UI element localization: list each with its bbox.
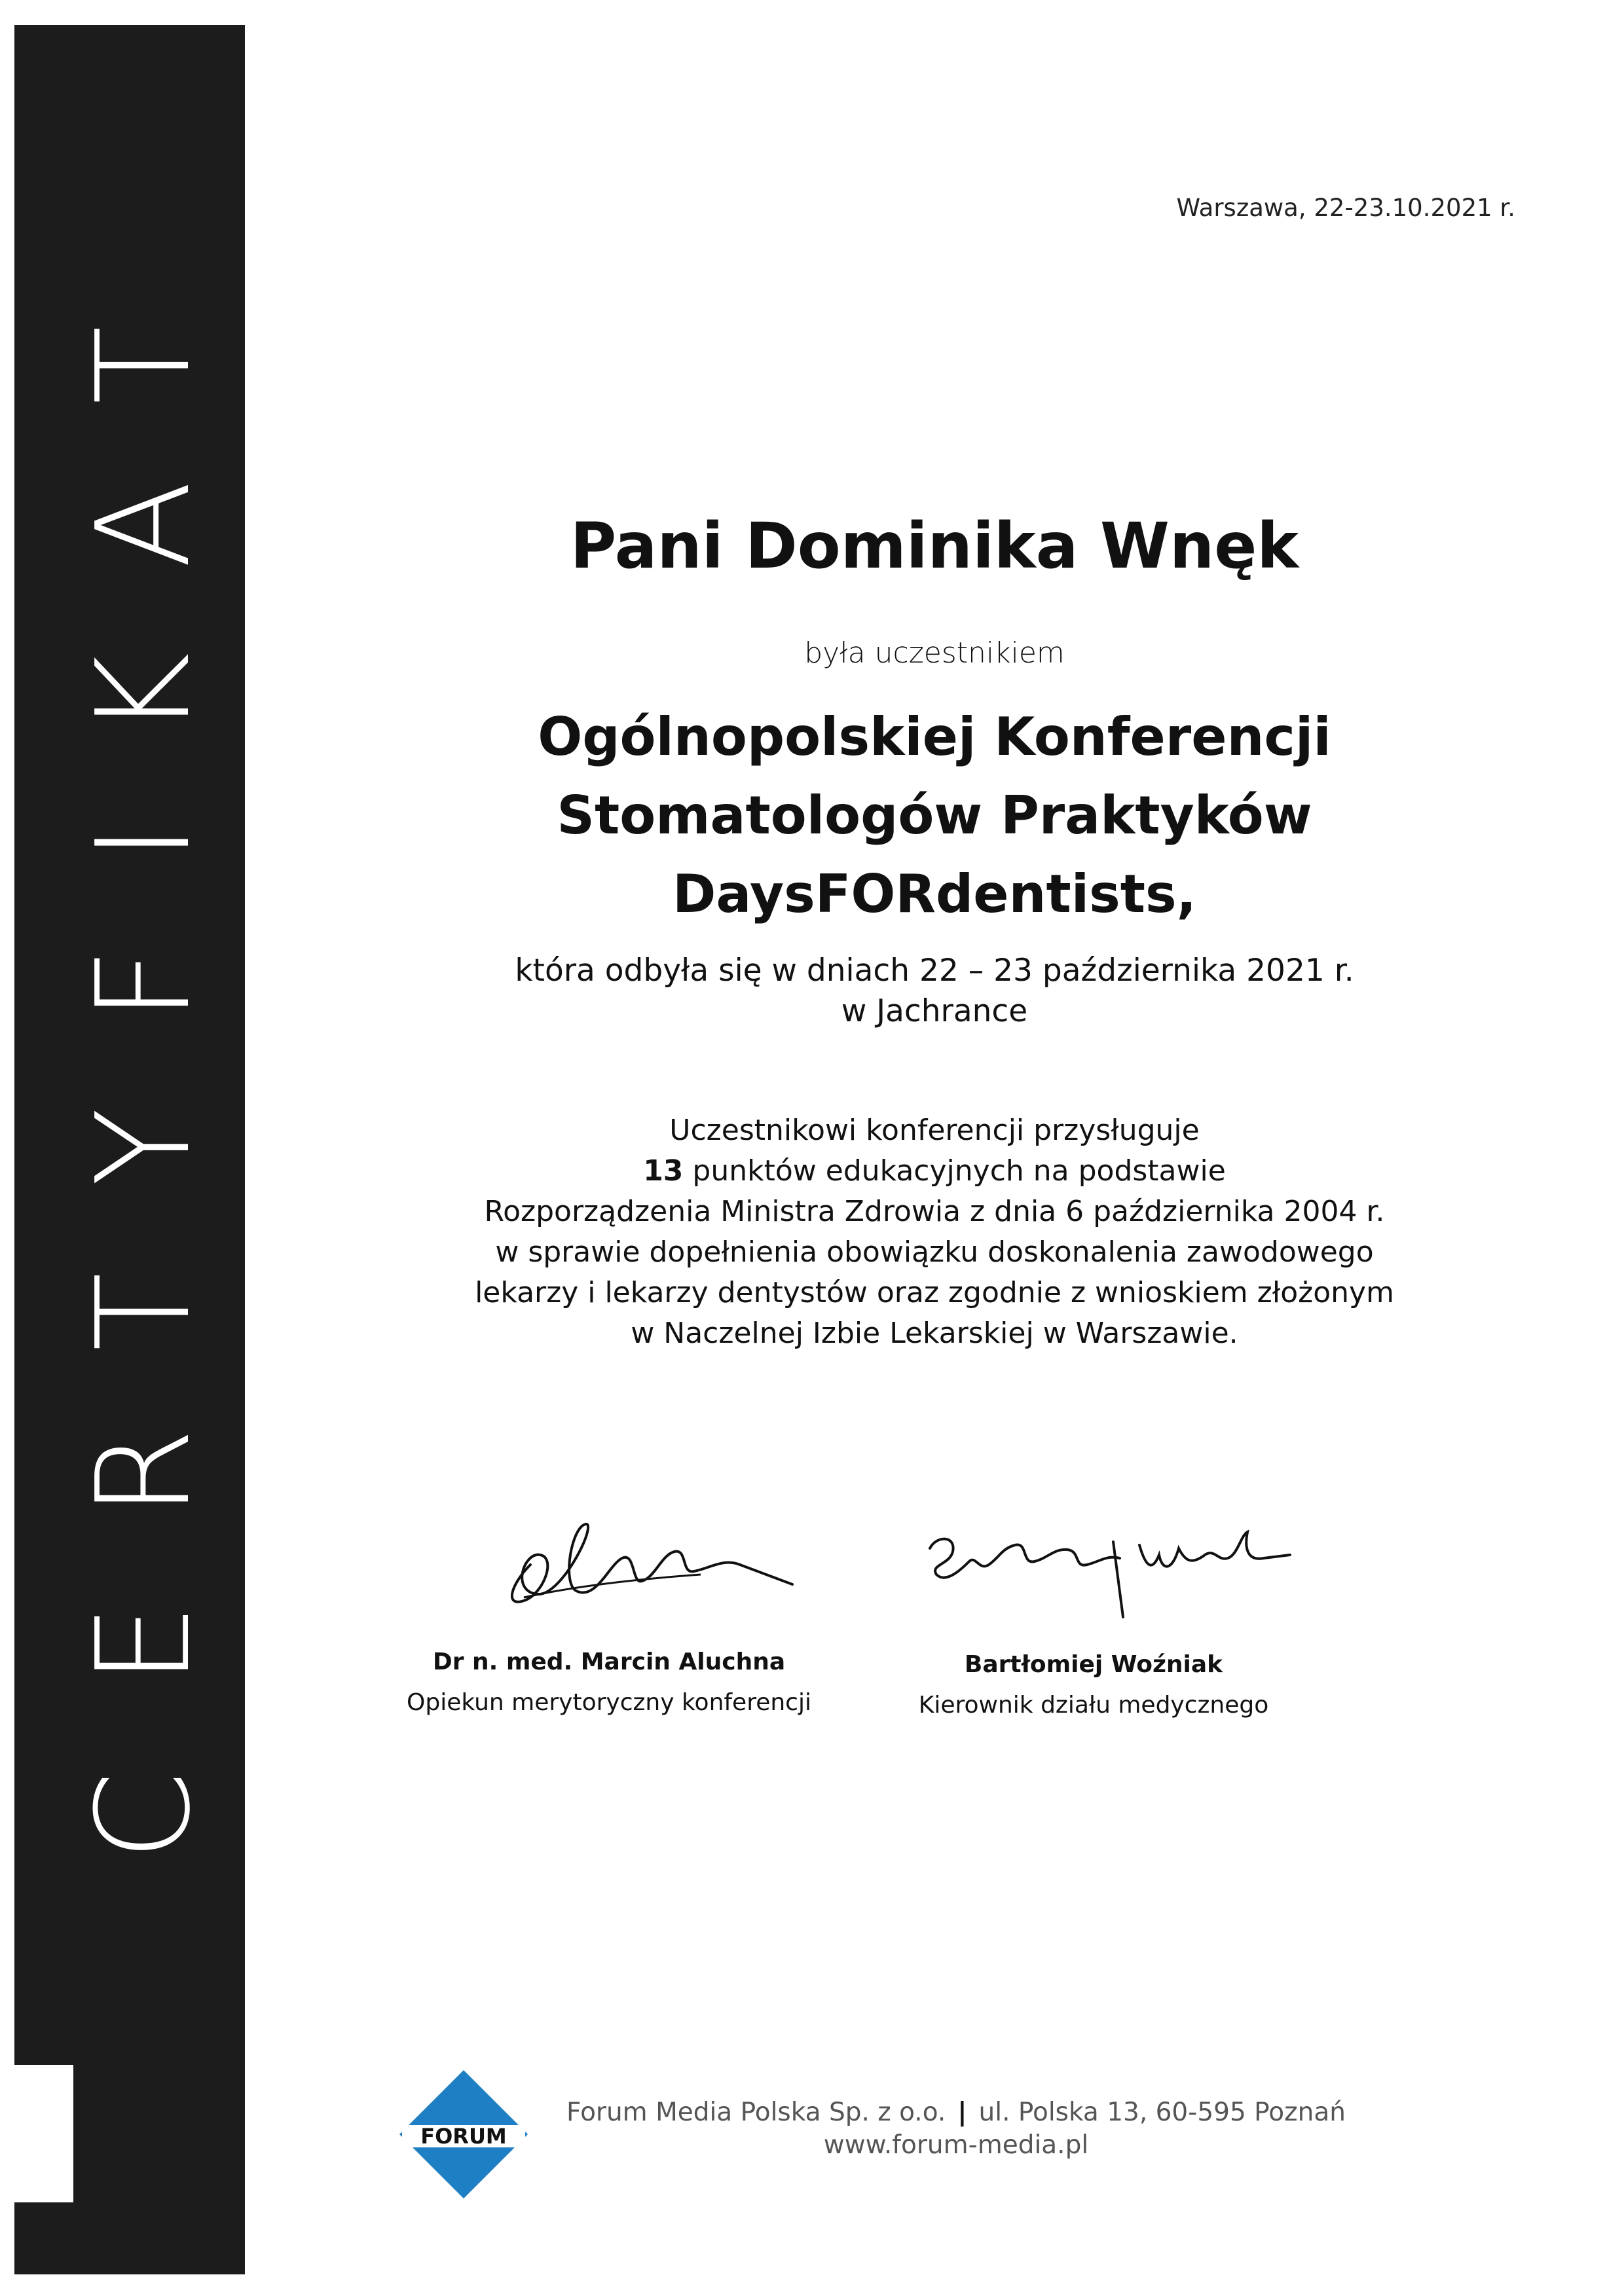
footer-separator: | — [957, 2098, 967, 2127]
event-details — [245, 951, 1624, 1032]
event-dates: która odbyła się w dniach 22 – 23 października 2021 r. — [515, 953, 1354, 989]
points-count: 13 — [643, 1154, 684, 1188]
points-line-2-rest: punktów edukacyjnych na podstawie — [692, 1154, 1226, 1188]
footer-address: ul. Polska 13, 60-595 Poznań — [978, 2098, 1346, 2127]
points-statement — [245, 1110, 1624, 1354]
sidebar-notch — [14, 2065, 73, 2202]
points-line-1: Uczestnikowi konferencji przysługuje — [669, 1114, 1200, 1147]
footer-company-line — [563, 2098, 1349, 2127]
points-line-4: w sprawie dopełnienia obowiązku doskonalenia zawodowego — [495, 1235, 1374, 1269]
conference-line-1: Ogólnopolskiej Konferencji — [538, 706, 1331, 767]
signature-wozniak — [917, 1509, 1297, 1627]
sidebar-title: CERTYFIKAT — [69, 239, 219, 1861]
conference-title — [245, 698, 1624, 934]
signatory-1-role: Opiekun merytoryczny konferencji — [407, 1689, 811, 1716]
signature-aluchna — [485, 1486, 799, 1617]
recipient-name: Pani Dominika Wnęk — [570, 509, 1299, 583]
intro-text: była uczestnikiem — [804, 636, 1065, 670]
points-line-5: lekarzy i lekarzy dentystów oraz zgodnie z wnioskiem złożonym — [475, 1276, 1394, 1309]
signatory-2-role: Kierownik działu medycznego — [918, 1692, 1269, 1719]
forum-logo-text: FORUM — [420, 2124, 507, 2149]
footer-company: Forum Media Polska Sp. z o.o. — [566, 2098, 946, 2127]
points-line-3: Rozporządzenia Ministra Zdrowia z dnia 6 października 2004 r. — [484, 1195, 1385, 1228]
signatory-1-name: Dr n. med. Marcin Aluchna — [432, 1649, 786, 1675]
conference-line-2: Stomatologów Praktyków — [557, 785, 1312, 846]
footer-website: www.forum-media.pl — [823, 2130, 1089, 2160]
points-line-2 — [245, 1151, 1624, 1192]
points-line-6: w Naczelnej Izbie Lekarskiej w Warszawie. — [631, 1317, 1238, 1350]
issue-date: Warszawa, 22-23.10.2021 r. — [1176, 194, 1515, 222]
conference-line-3: DaysFORdentists, — [673, 864, 1196, 924]
forum-logo-icon — [398, 2069, 529, 2200]
sidebar-band — [14, 25, 245, 2274]
event-location: w Jachrance — [841, 993, 1028, 1029]
signatory-2-name: Bartłomiej Woźniak — [964, 1651, 1223, 1678]
